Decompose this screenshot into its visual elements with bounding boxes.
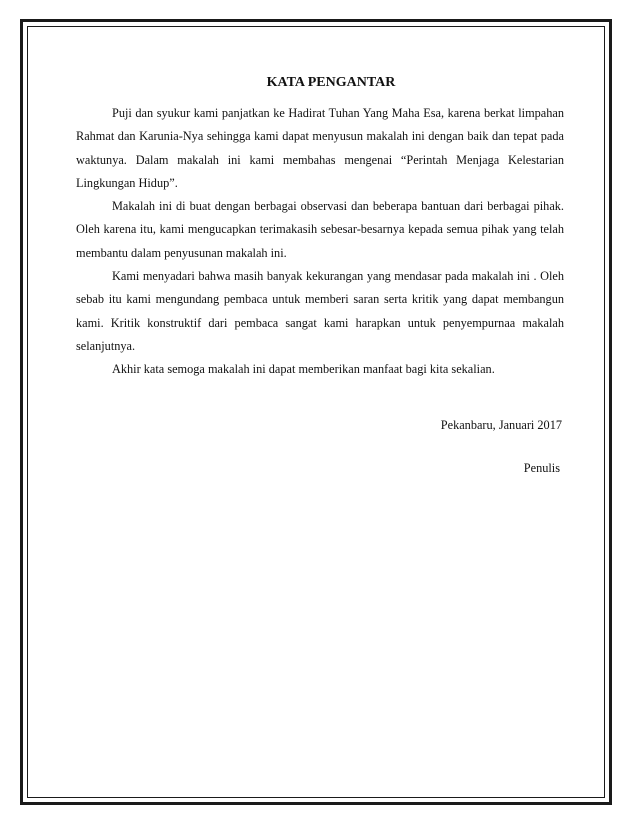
page-title: KATA PENGANTAR	[266, 75, 396, 90]
paragraph-3: Kami menyadari bahwa masih banyak kekurangan yang mendasar pada makalah ini . Oleh sebab itu kami mengundang pembaca untuk memberi saran serta kritik yang dapat membangun kami. Kritik konstruktif dari pembaca sangat kami harapkan untuk penyempurnaa makalah selanjutnya.	[76, 269, 564, 353]
closing-block	[76, 417, 564, 476]
place-date: Pekanbaru, Januari 2017	[440, 417, 562, 432]
paragraph-4: Akhir kata semoga makalah ini dapat memberikan manfaat bagi kita sekalian.	[112, 362, 495, 377]
paragraph-2: Makalah ini di buat dengan berbagai observasi dan beberapa bantuan dari berbagai pihak. Oleh karena itu, kami mengucapkan terimakasih sebesar-besarnya kepada semua pihak yang telah membantu dalam penyusunan makalah ini.	[76, 199, 564, 260]
author-signature: Penulis	[523, 460, 560, 475]
paragraph-1: Puji dan syukur kami panjatkan ke Hadirat Tuhan Yang Maha Esa, karena berkat limpahan Rahmat dan Karunia-Nya sehingga kami dapat menyusun makalah ini dengan baik dan tepat pada waktunya. Dalam makalah ini kami membahas mengenai “Perintah Menjaga Kelestarian Lingkungan Hidup”.	[76, 106, 564, 190]
document-body	[76, 64, 564, 476]
